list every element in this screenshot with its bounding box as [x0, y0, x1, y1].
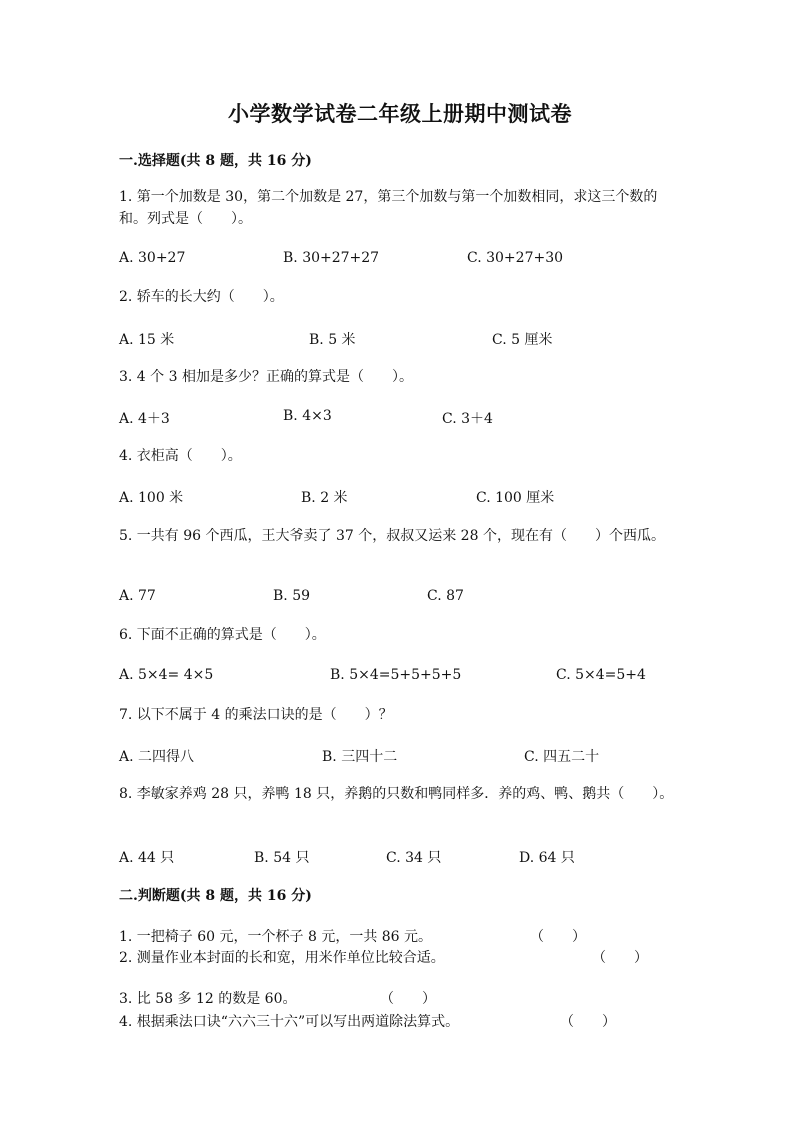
q8-option-b: B. 54 只: [254, 850, 310, 866]
exam-title: 小学数学试卷二年级上册期中测试卷: [228, 101, 572, 126]
question-3: 3. 4 个 3 相加是多少？正确的算式是（ ）。: [119, 369, 413, 385]
judge-answer-blank-3[interactable]: （ ）: [380, 991, 436, 1007]
question-8: 8. 李敏家养鸡 28 只，养鸭 18 只，养鹅的只数和鸭同样多．养的鸡、鸭、鹅共（ ）。: [119, 786, 674, 802]
question-1: 1. 第一个加数是 30，第二个加数是 27，第三个加数与第一个加数相同，求这三个数的和。列式是（ ）。: [119, 189, 658, 227]
judge-answer-blank-4[interactable]: （ ）: [560, 1014, 616, 1030]
q8-option-d: D. 64 只: [519, 850, 575, 866]
q7-option-c: C. 四五二十: [524, 749, 600, 765]
section-heading-judge: 二.判断题(共 8 题，共 16 分): [119, 888, 312, 904]
question-2: 2. 轿车的长大约（ ）。: [119, 289, 284, 305]
q5-option-c: C. 87: [427, 588, 464, 604]
q7-option-a: A. 二四得八: [119, 749, 195, 765]
judge-item-3: 3. 比 58 多 12 的数是 60。: [119, 991, 297, 1007]
q5-option-a: A. 77: [119, 588, 156, 604]
judge-answer-blank-2[interactable]: （ ）: [592, 950, 648, 966]
section-heading-choice: 一.选择题(共 8 题，共 16 分): [119, 153, 312, 169]
q2-option-b: B. 5 米: [309, 332, 356, 348]
q6-option-a: A. 5×4= 4×5: [119, 667, 214, 683]
judge-item-2: 2. 测量作业本封面的长和宽，用米作单位比较合适。: [119, 950, 445, 966]
q4-option-b: B. 2 米: [301, 490, 348, 506]
q3-option-a: A. 4＋3: [119, 411, 170, 427]
q8-option-a: A. 44 只: [119, 850, 175, 866]
q1-option-a: A. 30+27: [119, 250, 186, 266]
question-6: 6. 下面不正确的算式是（ ）。: [119, 627, 326, 643]
q3-option-b: B. 4×3: [283, 408, 332, 424]
q6-option-c: C. 5×4=5+4: [556, 667, 646, 683]
q1-option-c: C. 30+27+30: [467, 250, 564, 266]
q4-option-c: C. 100 厘米: [476, 490, 555, 506]
question-4: 4. 衣柜高（ ）。: [119, 448, 242, 464]
q4-option-a: A. 100 米: [119, 490, 184, 506]
q2-option-a: A. 15 米: [119, 332, 175, 348]
q8-option-c: C. 34 只: [386, 850, 442, 866]
judge-answer-blank-1[interactable]: （ ）: [530, 929, 586, 945]
question-7: 7. 以下不属于 4 的乘法口诀的是（ ）？: [119, 707, 393, 723]
question-5: 5. 一共有 96 个西瓜，王大爷卖了 37 个，叔叔又运来 28 个，现在有（ ）个西瓜。: [119, 528, 665, 544]
judge-item-1: 1. 一把椅子 60 元，一个杯子 8 元，一共 86 元。: [119, 929, 433, 945]
q1-option-b: B. 30+27+27: [283, 250, 380, 266]
q6-option-b: B. 5×4=5+5+5+5: [330, 667, 462, 683]
q2-option-c: C. 5 厘米: [492, 332, 553, 348]
q5-option-b: B. 59: [273, 588, 311, 604]
q7-option-b: B. 三四十二: [322, 749, 398, 765]
q3-option-c: C. 3＋4: [442, 411, 493, 427]
judge-item-4: 4. 根据乘法口诀“六六三十六”可以写出两道除法算式。: [119, 1014, 460, 1030]
